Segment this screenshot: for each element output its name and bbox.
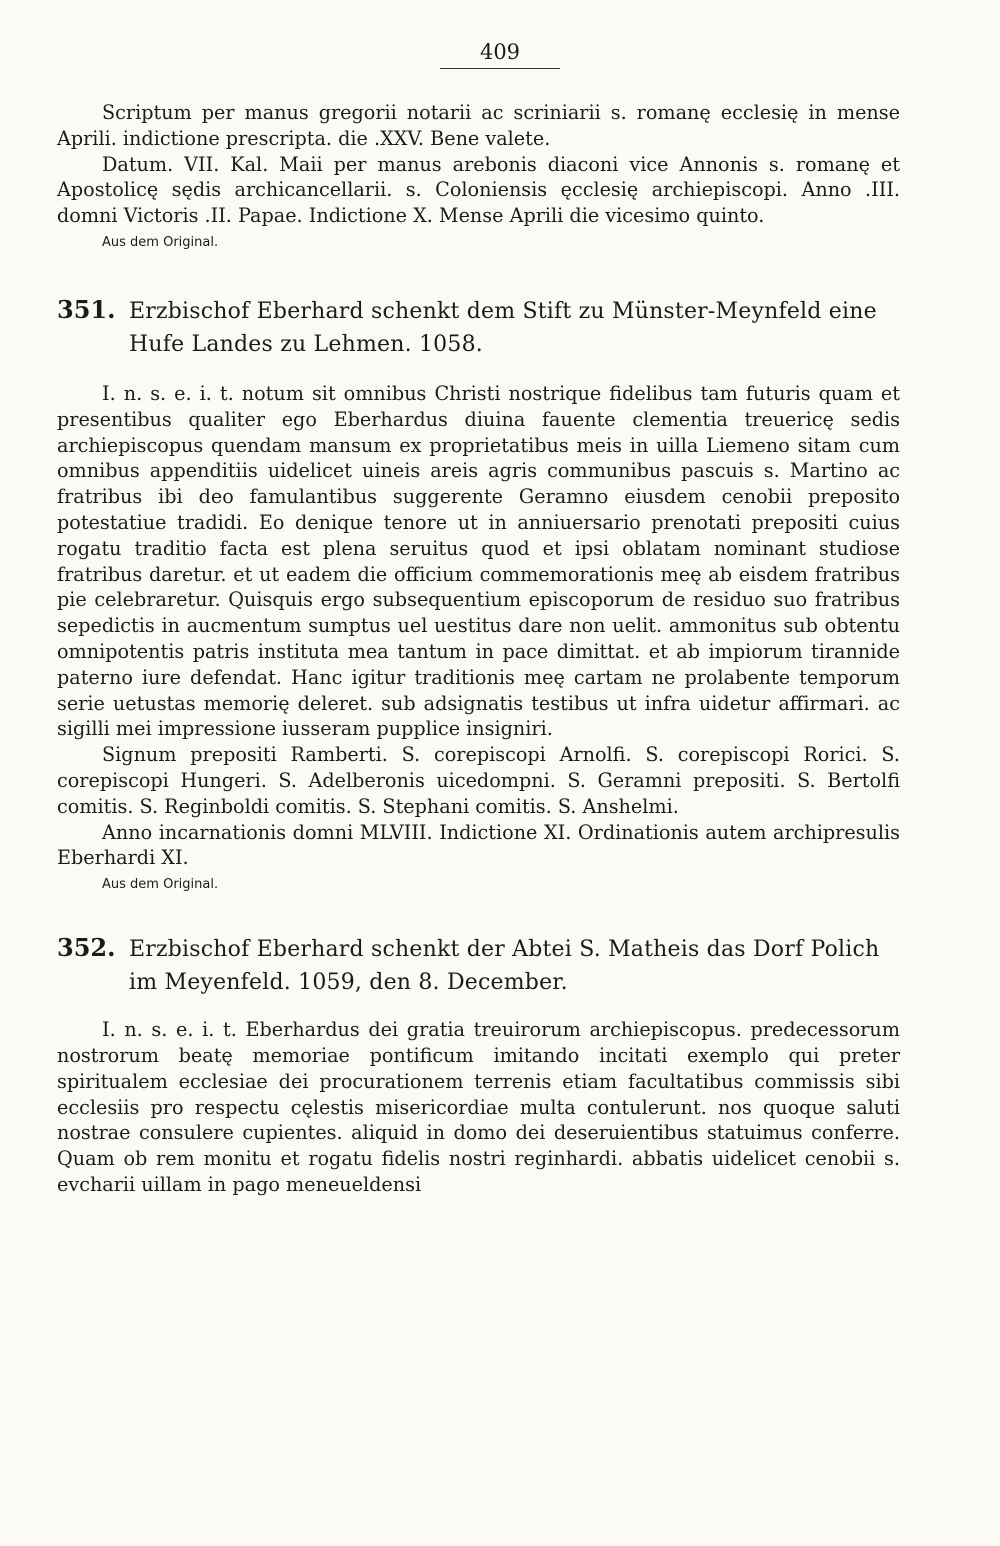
page-text <box>57 100 900 1198</box>
charter-title: Erzbischof Eberhard schenkt der Abtei S. Matheis das Dorf Polich im Meyenfeld. 1059, den 8. December. <box>129 937 880 996</box>
prev-charter-paragraph: Scriptum per manus gregorii notarii ac scriniarii s. romanę ecclesię in mense Aprili. indictione prescripta. die .XXV. Bene valete. <box>57 101 900 150</box>
charter-paragraph: Anno incarnationis domni MLVIII. Indictione XI. Ordinationis autem archipresulis Eberhardi XI. <box>57 820 900 870</box>
prev-charter-paragraph: Datum. VII. Kal. Maii per manus arebonis diaconi vice Annonis s. romanę et Apostolicę sędis archicancellarii. s. Coloniensis ęcclesię archiepiscopi. Anno .III. domni Victoris .II. Papae. Indictione X. Mense Aprili die vicesimo quinto. <box>57 152 900 228</box>
charter-heading <box>57 931 900 999</box>
charter-number: 352. <box>57 933 116 963</box>
source-note: Aus dem Original. <box>102 234 219 250</box>
charter-paragraph: Signum prepositi Ramberti. S. corepiscopi Arnolfi. S. corepiscopi Rorici. S. corepiscopi Hungeri. S. Adelberonis uicedompni. S. Geramni prepositi. S. Bertolfi comitis. S. Reginboldi comitis. S. Stephani comitis. S. Anshelmi. <box>57 743 900 818</box>
charter-heading <box>57 293 900 361</box>
charter-paragraph: I. n. s. e. i. t. Eberhardus dei gratia treuirorum archiepiscopus. predecessorum nostrorum beatę memoriae pontificum imitando incitati exemplo qui preter spiritualem ecclesiae dei procurationem terrenis etiam facultatibus commissis sibi ecclesiis pro respectu cęlestis misericordiae multa contulerunt. nos quoque saluti nostrae consulere cupientes. aliquid in domo dei deseruientibus statuimus conferre. Quam ob rem monitu et rogatu fidelis nostri reginhardi. abbatis uidelicet cenobii s. evcharii uillam in pago meneueldensi <box>57 1018 900 1196</box>
charter-paragraph: I. n. s. e. i. t. notum sit omnibus Christi nostrique fidelibus tam futuris quam et presentibus qualiter ego Eberhardus diuina fauente clementia treuericę sedis archiepiscopus quendam mansum ex proprietatibus meis in uilla Liemeno sitam cum omnibus appenditiis uidelicet uineis areis agris communibus pascuis s. Martino ac fratribus ibi deo famulantibus suggerente Geramno eiusdem cenobii preposito potestatiue tradidi. Eo denique tenore ut in anniuersario prenotati prepositi cuius rogatu traditio facta est plena seruitus quod et ipsi oblatam nominant studiose fratribus daretur. et ut eadem die officium commemorationis meę ab eisdem fratribus pie celebraretur. Quisquis ergo subsequentium episcoporum de residuo suo fratribus sepedictis in aucmentum sumptus uel uestitus dare non uelit. ammonitus sub obtentu omnipotentis patris instituta mea tantum in pace dimittat. et ab impiorum tirannide paterno iure defendat. Hanc igitur traditionis meę cartam ne prolabente temporum serie uetustas memorię deleret. sub adsignatis testibus ut infra uidetur affirmari. ac sigilli mei impressione iusseram pupplice insigniri. <box>57 381 900 741</box>
page-number: 409 <box>0 40 1000 69</box>
charter-title: Erzbischof Eberhard schenkt dem Stift zu Münster-Meynfeld eine Hufe Landes zu Lehmen. 1058. <box>129 298 877 357</box>
charter-number: 351. <box>57 294 116 324</box>
source-note: Aus dem Original. <box>102 877 219 893</box>
